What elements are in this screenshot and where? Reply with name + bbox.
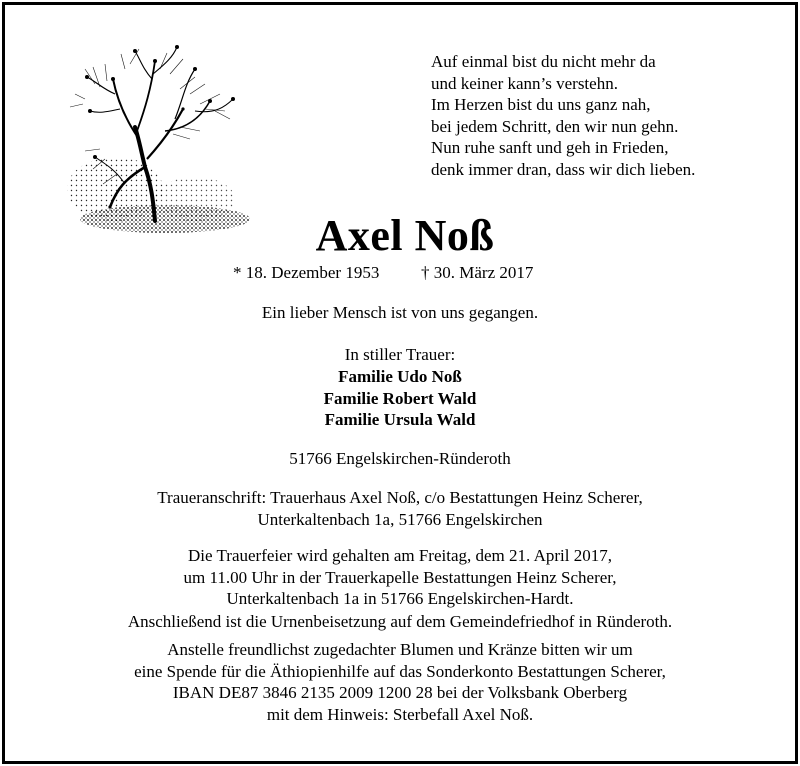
poem-line: bei jedem Schritt, den wir nun gehn. — [431, 116, 679, 136]
mourning-label: In stiller Trauer: — [344, 345, 456, 364]
family-name: Familie Ursula Wald — [324, 410, 476, 430]
burial-info: Anschließend ist die Urnenbeisetzung auf dem Gemeindefriedhof in Ründeroth. — [127, 612, 673, 631]
donation-line: mit dem Hinweis: Sterbefall Axel Noß. — [266, 704, 534, 724]
ceremony-line: Unterkaltenbach 1a in 51766 Engelskirchen-Hardt. — [226, 589, 574, 609]
location-text: 51766 Engelskirchen-Ründeroth — [289, 449, 511, 468]
donation-line: Anstelle freundlichst zugedachter Blumen und Kränze bitten wir um — [167, 640, 633, 659]
tree-illustration-icon — [55, 39, 255, 239]
death-date: † 30. März 2017 — [421, 263, 534, 282]
donation-info — [5, 639, 795, 725]
address-line: Traueranschrift: Trauerhaus Axel Noß, c/o Bestattungen Heinz Scherer, — [157, 488, 643, 507]
poem — [431, 51, 695, 181]
intro-text: Ein lieber Mensch ist von uns gegangen. — [261, 303, 539, 322]
obituary-card — [2, 2, 798, 764]
mourning-address — [5, 487, 795, 530]
ceremony-line: um 11.00 Uhr in der Trauerkapelle Bestattungen Heinz Scherer, — [183, 567, 617, 587]
family-name: Familie Udo Noß — [338, 367, 462, 386]
poem-line: und keiner kann’s verstehn. — [431, 73, 618, 93]
poem-line: denk immer dran, dass wir dich lieben. — [431, 159, 696, 179]
ceremony-info — [5, 545, 795, 610]
poem-line: Nun ruhe sanft und geh in Frieden, — [431, 138, 669, 158]
family-list — [5, 366, 795, 431]
poem-line: Auf einmal bist du nicht mehr da — [431, 52, 656, 71]
address-line: Unterkaltenbach 1a, 51766 Engelskirchen — [257, 509, 543, 529]
ceremony-line: Die Trauerfeier wird gehalten am Freitag, dem 21. April 2017, — [188, 546, 612, 565]
donation-line: IBAN DE87 3846 2135 2009 1200 28 bei der Volksbank Oberberg — [172, 683, 628, 703]
birth-date: * 18. Dezember 1953 — [233, 263, 380, 282]
family-name: Familie Robert Wald — [323, 388, 477, 408]
deceased-name: Axel Noß — [315, 211, 495, 260]
donation-line: eine Spende für die Äthiopienhilfe auf das Sonderkonto Bestattungen Scherer, — [134, 661, 666, 681]
poem-line: Im Herzen bist du uns ganz nah, — [431, 95, 651, 115]
